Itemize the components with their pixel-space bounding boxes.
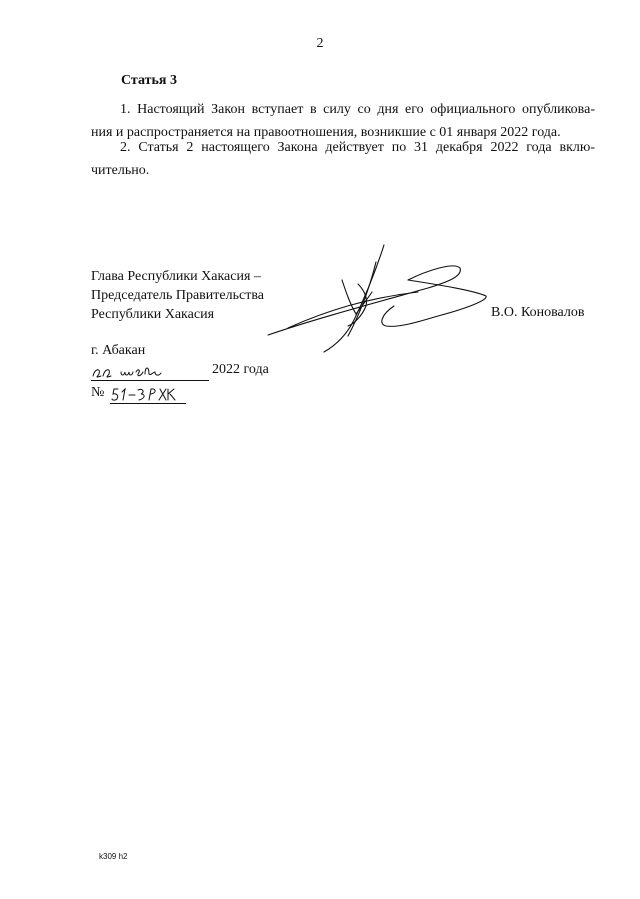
paragraph-2-line-1: 2. Статья 2 настоящего Закона действует по 31 декабря 2022 года вклю- (120, 140, 595, 155)
article-paragraph-2 (91, 136, 595, 182)
signatory-position-line-2: Председатель Правительства (91, 288, 264, 303)
document-code: k309 h2 (99, 852, 128, 861)
handwritten-number-ink (110, 385, 186, 403)
adoption-date (91, 362, 291, 382)
handwritten-signature (258, 240, 498, 355)
page-number: 2 (316, 36, 324, 51)
signatory-position (91, 267, 264, 324)
paragraph-1-line-2: ния и распространяется на правоотношения, возникшие с 01 января 2022 года. (91, 125, 561, 140)
law-number (91, 385, 211, 405)
handwritten-number (110, 385, 186, 404)
signatory-position-line-3: Республики Хакасия (91, 307, 215, 322)
paragraph-2-line-2: чительно. (91, 163, 150, 178)
handwritten-date-ink (91, 362, 209, 380)
signatory-position-line-1: Глава Республики Хакасия – (91, 269, 261, 284)
signatory-name: В.О. Коновалов (491, 305, 585, 320)
city: г. Абакан (91, 343, 146, 358)
paragraph-1-line-1: 1. Настоящий Закон вступает в силу со дня его официального опубликова- (120, 102, 595, 117)
date-year: 2022 года (212, 362, 269, 377)
article-title: Статья 3 (121, 73, 177, 88)
number-sign: № (91, 385, 105, 400)
handwritten-date (91, 362, 209, 381)
